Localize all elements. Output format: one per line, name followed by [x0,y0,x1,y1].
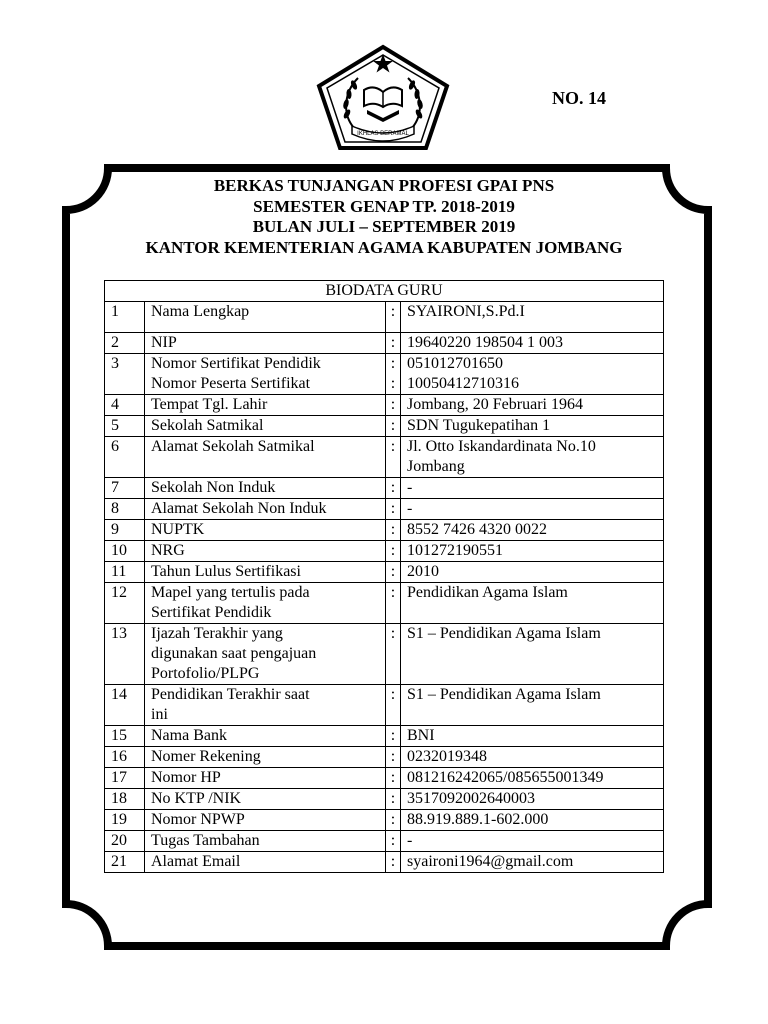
table-row [105,583,664,624]
row-number: 16 [105,747,145,768]
table-row [105,747,664,768]
row-value-line: 051012701650 [407,355,503,372]
row-number: 14 [105,685,145,726]
row-separator [386,302,401,333]
row-label [145,810,386,831]
row-number: 10 [105,541,145,562]
table-row [105,416,664,437]
row-separator [386,831,401,852]
row-number: 18 [105,789,145,810]
row-number: 4 [105,395,145,416]
row-separator-line: : [390,790,396,807]
row-label [145,478,386,499]
row-value [401,768,664,789]
row-value [401,520,664,541]
row-separator [386,810,401,831]
table-title: BIODATA GURU [105,281,664,302]
table-row [105,810,664,831]
row-label-line: Nomer Rekening [151,748,261,765]
row-label [145,768,386,789]
row-separator-line: : [390,303,396,320]
row-separator-line: : [390,375,396,392]
row-value-line: Pendidikan Agama Islam [407,584,568,601]
row-separator [386,541,401,562]
row-separator-line: : [390,727,396,744]
row-separator-line: : [390,625,396,642]
row-separator-line: : [390,500,396,517]
row-number: 9 [105,520,145,541]
row-number: 8 [105,499,145,520]
row-separator [386,624,401,685]
row-separator-line: : [390,396,396,413]
row-label [145,541,386,562]
row-number: 1 [105,302,145,333]
row-value-line: - [407,500,413,517]
row-value-line: Jl. Otto Iskandardinata No.10 [407,438,596,455]
row-label-line: NUPTK [151,521,205,538]
row-value [401,583,664,624]
row-label-line: Nomor Sertifikat Pendidik [151,355,321,372]
row-separator-line: : [390,438,396,455]
row-number: 12 [105,583,145,624]
row-value-line: - [407,832,413,849]
row-label-line: Alamat Sekolah Satmikal [151,438,315,455]
kemenag-emblem-icon [314,44,452,152]
row-label [145,499,386,520]
row-separator-line: : [390,521,396,538]
row-label [145,726,386,747]
table-row [105,852,664,873]
row-value-line: 88.919.889.1-602.000 [407,811,549,828]
row-value-line: 0232019348 [407,748,487,765]
row-label [145,520,386,541]
row-label-line: Nomor NPWP [151,811,245,828]
row-number: 2 [105,333,145,354]
row-label-line: Ijazah Terakhir yang [151,625,283,642]
table-row [105,789,664,810]
row-label-line: Sekolah Satmikal [151,417,264,434]
row-value [401,478,664,499]
row-label [145,747,386,768]
row-separator-line: : [390,748,396,765]
heading-line: BERKAS TUNJANGAN PROFESI GPAI PNS [213,176,555,195]
row-number: 19 [105,810,145,831]
table-row [105,831,664,852]
row-separator [386,520,401,541]
row-label-line: Nomor HP [151,769,221,786]
row-label-line: Tahun Lulus Sertifikasi [151,563,301,580]
row-number: 17 [105,768,145,789]
row-separator [386,583,401,624]
row-value [401,499,664,520]
row-label-line: Sekolah Non Induk [151,479,276,496]
row-separator [386,395,401,416]
row-label [145,789,386,810]
row-value-line: 10050412710316 [407,375,519,392]
table-row [105,685,664,726]
document-number: NO. 14 [552,88,606,108]
row-value [401,302,664,333]
table-row [105,333,664,354]
table-row [105,499,664,520]
row-value [401,726,664,747]
row-label-line: Portofolio/PLPG [151,665,260,682]
row-label-line: Nomor Peserta Sertifikat [151,375,311,392]
table-row [105,768,664,789]
row-value-line: 3517092002640003 [407,790,535,807]
row-separator [386,852,401,873]
row-number: 3 [105,354,145,395]
table-row [105,478,664,499]
row-separator-line: : [390,542,396,559]
heading-line: KANTOR KEMENTERIAN AGAMA KABUPATEN JOMBANG [145,237,623,257]
row-separator [386,726,401,747]
row-value [401,831,664,852]
row-separator-line: : [390,563,396,580]
row-label [145,852,386,873]
row-separator-line: : [390,479,396,496]
row-value [401,354,664,395]
row-label [145,583,386,624]
row-separator-line: : [390,686,396,703]
row-value-line: 8552 7426 4320 0022 [407,521,547,538]
row-value [401,747,664,768]
row-value-line: S1 – Pendidikan Agama Islam [407,686,601,703]
row-value-line: 081216242065/085655001349 [407,769,604,786]
row-separator [386,437,401,478]
row-value [401,395,664,416]
row-label-line: Nama Bank [151,727,227,744]
row-number: 7 [105,478,145,499]
document-heading [80,176,688,258]
table-row [105,624,664,685]
row-label [145,416,386,437]
row-separator-line: : [390,832,396,849]
row-value [401,852,664,873]
row-separator-line: : [390,584,396,601]
row-label-line: Tugas Tambahan [151,832,260,849]
biodata-table [104,280,664,873]
row-label [145,831,386,852]
row-value [401,562,664,583]
logo-motto: IKHLAS BERAMAL [357,131,409,137]
row-value-line: 101272190551 [407,542,503,559]
row-value [401,789,664,810]
row-value-line: S1 – Pendidikan Agama Islam [407,625,601,642]
row-number: 21 [105,852,145,873]
row-number: 15 [105,726,145,747]
row-label [145,437,386,478]
row-number: 20 [105,831,145,852]
row-separator-line: : [390,769,396,786]
row-label-line: No KTP /NIK [151,790,242,807]
row-separator [386,768,401,789]
row-value [401,624,664,685]
row-separator [386,685,401,726]
row-number: 13 [105,624,145,685]
row-separator [386,333,401,354]
row-value-line: - [407,479,413,496]
row-separator-line: : [390,355,396,372]
row-number: 5 [105,416,145,437]
row-value-line: BNI [407,727,435,744]
row-number: 11 [105,562,145,583]
row-label-line: Alamat Sekolah Non Induk [151,500,327,517]
table-row [105,562,664,583]
row-label [145,395,386,416]
table-row [105,520,664,541]
row-separator [386,354,401,395]
heading-line: BULAN JULI – SEPTEMBER 2019 [252,217,516,236]
row-separator [386,416,401,437]
row-value-line: SYAIRONI,S.Pd.I [407,303,525,320]
row-label-line: digunakan saat pengajuan [151,645,317,662]
row-separator-line: : [390,853,396,870]
row-value-line: SDN Tugukepatihan 1 [407,417,551,434]
row-value [401,810,664,831]
table-row [105,541,664,562]
table-row [105,302,664,333]
row-separator [386,789,401,810]
row-value [401,416,664,437]
table-row [105,437,664,478]
row-label [145,624,386,685]
row-separator [386,562,401,583]
row-label [145,333,386,354]
row-value [401,541,664,562]
row-label-line: NRG [151,542,185,559]
row-label [145,302,386,333]
row-separator-line: : [390,334,396,351]
row-value [401,437,664,478]
row-value-line: syaironi1964@gmail.com [407,853,574,870]
row-separator [386,747,401,768]
row-label-line: Nama Lengkap [151,303,250,320]
heading-line: SEMESTER GENAP TP. 2018-2019 [253,196,515,216]
row-label-line: NIP [151,334,177,351]
row-value-line: 19640220 198504 1 003 [407,334,563,351]
row-label [145,562,386,583]
row-separator [386,478,401,499]
row-value-line: Jombang [407,458,465,475]
row-label-line: Sertifikat Pendidik [151,604,272,621]
table-row [105,354,664,395]
row-value-line: 2010 [407,563,439,580]
row-label [145,685,386,726]
row-label-line: ini [151,706,168,723]
row-value-line: Jombang, 20 Februari 1964 [407,396,583,413]
row-separator [386,499,401,520]
row-label-line: Mapel yang tertulis pada [151,584,310,601]
row-value [401,685,664,726]
row-separator-line: : [390,417,396,434]
row-label-line: Tempat Tgl. Lahir [151,396,268,413]
row-number: 6 [105,437,145,478]
table-row [105,395,664,416]
row-label-line: Pendidikan Terakhir saat [151,686,310,703]
table-row [105,726,664,747]
row-label-line: Alamat Email [151,853,241,870]
row-separator-line: : [390,811,396,828]
row-value [401,333,664,354]
row-label [145,354,386,395]
